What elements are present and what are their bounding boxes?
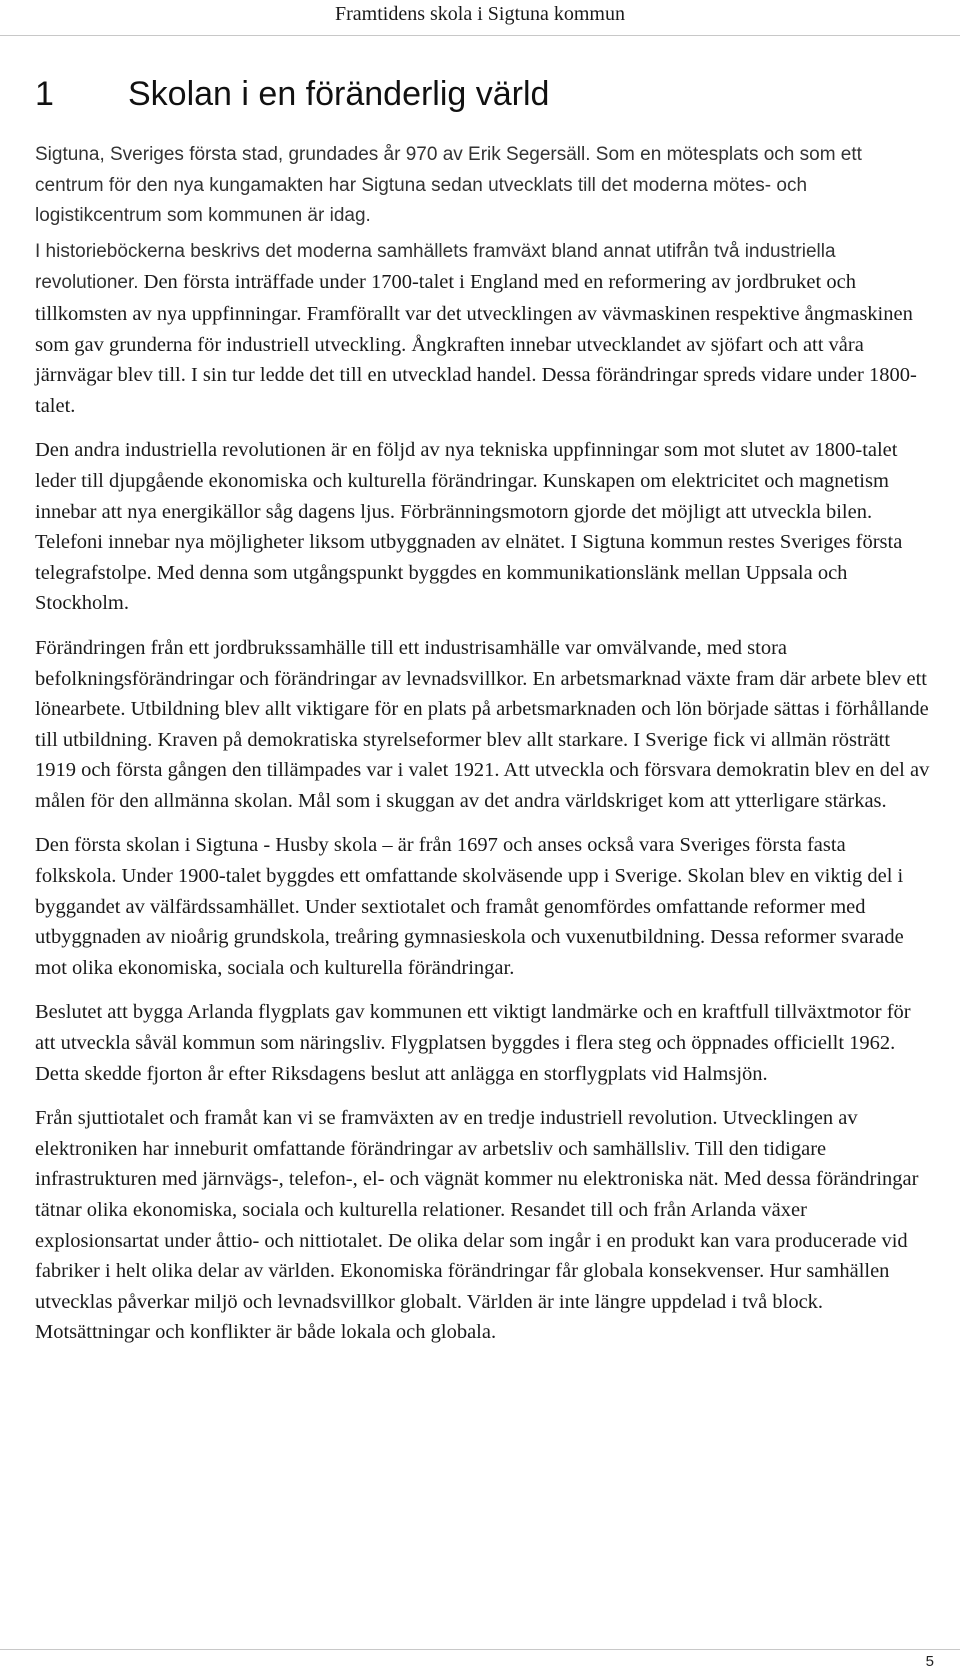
running-header-title: Framtidens skola i Sigtuna kommun — [335, 3, 625, 25]
chapter-number: 1 — [35, 75, 54, 113]
paragraph-lead-sentence: I historieböckerna beskrivs det moderna samhällets framväxt bland annat utifrån två industriella revolutioner. — [35, 240, 836, 294]
paragraph-second-revolution: Den andra industriella revolutionen är en följd av nya tekniska uppfinningar som mot slutet av 1800-talet leder till djupgående ekonomiska och kulturella förändringar. Kunskapen om elektricitet och magnetism innebar att nya energikällor såg dagens ljus. Förbränningsmotorn gjorde det möjligt att utveckla bilen. Telefoni innebar nya möjligheter liksom utbyggnaden av elnätet. I Sigtuna kommun restes Sveriges första telegrafstolpe. Med denna som utgångspunkt byggdes en kommunikationslänk mellan Uppsala och Stockholm. — [35, 439, 903, 615]
paragraph-continuation: Den första inträffade under 1700-talet i England med en reformering av jordbruket och tillkomsten av nya uppfinningar. Framförallt var det utvecklingen av vävmaskinen respektive ångmaskinen som gav grunderna för industriell utveckling. Ångkraften innebar utvecklandet av sjöfart och att våra järnvägar blev till. I sin tur ledde det till en utvecklad handel. Dessa förändringar spreds vidare under 1800-talet. — [35, 271, 917, 417]
paragraph-intro: Sigtuna, Sveriges första stad, grundades år 970 av Erik Segersäll. Som en mötesplats och som ett centrum för den nya kungamakten har Sigtuna sedan utvecklats till det moderna mötes- och logistikcentrum som kommunen är idag. — [35, 144, 862, 227]
paragraph-industrial-revolutions — [35, 236, 930, 422]
footer-divider — [0, 1649, 960, 1650]
chapter-heading — [35, 74, 930, 114]
paragraph-arlanda: Beslutet att bygga Arlanda flygplats gav kommunen ett viktigt landmärke och en kraftfull tillväxtmotor för att utveckla såväl kommun som näringsliv. Flygplatsen byggdes i flera steg och öppnades officiellt 1962. Detta skedde fjorton år efter Riksdagens beslut att anlägga en storflygplats vid Halmsjön. — [35, 1001, 911, 1085]
paragraph-third-revolution: Från sjuttiotalet och framåt kan vi se framväxten av en tredje industriell revolution. Utvecklingen av elektroniken har inneburit omfattande förändringar av arbetsliv och samhällsliv. Till den tidigare infrastrukturen med järnvägs-, telefon-, el- och vägnät kommer nu elektroniska nät. Med dessa förändringar tätnar olika ekonomiska, sociala och kulturella relationer. Resandet till och från Arlanda växer explosionsartat under åttio- och nittiotalet. De olika delar som ingår i en produkt kan vara producerade vid fabriker i helt olika delar av världen. Ekonomiska förändringar får globala konsekvenser. Hur samhällen utvecklas påverkar miljö och levnadsvillkor globalt. Världen är inte längre uppdelad i två block. Motsättningar och konflikter är både lokala och globala. — [35, 1107, 919, 1344]
paragraph-society-change: Förändringen från ett jordbrukssamhälle till ett industrisamhälle var omvälvande, med stora befolkningsförändringar och förändringar av levnadsvillkor. En arbetsmarknad växte fram där arbete blev ett lönearbete. Utbildning blev allt viktigare för en plats på arbetsmarknaden och lön började sättas i förhållande till utbildning. Kraven på demokratiska styrelseformer blev allt starkare. I Sverige fick vi allmän rösträtt 1919 och första gången den tillämpades var i valet 1921. Att utveckla och försvara demokratin blev en del av målen för den allmänna skolan. Mål som i skuggan av det andra världskriget kom att ytterligare stärkas. — [35, 636, 930, 812]
paragraph-school-history: Den första skolan i Sigtuna - Husby skola – är från 1697 och anses också vara Sveriges första fasta folkskola. Under 1900-talet byggdes ett omfattande skolväsende upp i Sverige. Skolan blev en viktig del i byggandet av välfärdssamhället. Under sextiotalet och framåt genomfördes omfattande reformer med utbyggnaden av nioårig grundskola, treåring gymnasieskola och vuxenutbildning. Dessa reformer svarade mot olika ekonomiska, sociala och kulturella förändringar. — [35, 834, 904, 979]
running-header — [0, 0, 960, 32]
chapter-title: Skolan i en föränderlig värld — [128, 75, 550, 113]
header-divider — [0, 35, 960, 36]
page-number: 5 — [925, 1653, 934, 1670]
document-body — [35, 74, 930, 1348]
